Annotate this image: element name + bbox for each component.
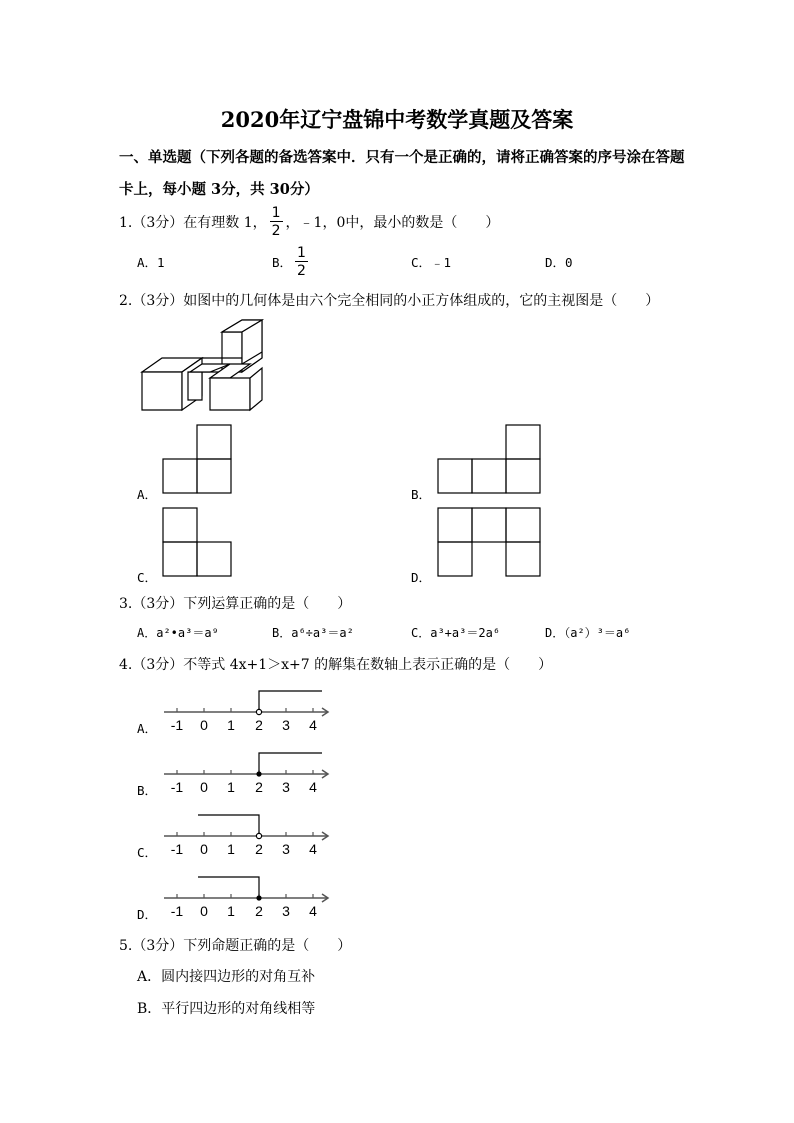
- q4-label-b: B．: [137, 783, 158, 798]
- q4-label-d: D．: [137, 907, 158, 922]
- q4-label-c: C．: [137, 845, 158, 860]
- option-text: ﹣1: [431, 255, 452, 270]
- option-letter: C．: [411, 255, 432, 270]
- tick-label: 2: [255, 841, 263, 857]
- cube-solid-figure: [136, 318, 276, 414]
- option-text: a³+a³＝2a⁶: [430, 626, 501, 640]
- tick-label: 4: [309, 841, 317, 857]
- question-4: 4.（3分）不等式 4x+1＞x+7 的解集在数轴上表示正确的是（ ）: [119, 657, 553, 673]
- q3-option-a: [137, 624, 219, 641]
- option-text: 圆内接四边形的对角互补: [161, 969, 316, 985]
- tick-label: 2: [255, 903, 263, 919]
- option-letter: D．: [545, 255, 566, 270]
- tick-label: 4: [309, 717, 317, 733]
- option-letter: B．: [137, 1001, 162, 1017]
- tick-label: 2: [255, 779, 263, 795]
- option-letter: A．: [137, 255, 158, 270]
- q3-option-d: [545, 624, 630, 641]
- question-1: [119, 204, 499, 240]
- tick-label: 0: [200, 717, 208, 733]
- tick-label: 3: [282, 903, 290, 919]
- tick-label: 4: [309, 903, 317, 919]
- q2-option-b-view: [437, 424, 543, 496]
- q4-number-line-b: [160, 748, 334, 796]
- tick-label: 1: [227, 779, 235, 795]
- q1-frac-den: 2: [271, 223, 281, 239]
- question-5: 5.（3分）下列命题正确的是（ ）: [119, 938, 352, 954]
- question-2: 2.（3分）如图中的几何体是由六个完全相同的小正方体组成的，它的主视图是（ ）: [119, 293, 660, 309]
- option-letter: A．: [137, 626, 157, 640]
- q2-label-d: D．: [411, 570, 432, 585]
- option-letter: B．: [272, 255, 293, 270]
- q4-number-line-d: [160, 872, 334, 920]
- page-title: 2020年辽宁盘锦中考数学真题及答案: [220, 107, 574, 132]
- option-text: 0: [565, 255, 573, 270]
- q2-option-a-view: [162, 424, 234, 496]
- section-header-line2: 卡上，每小题 3分，共 30分）: [119, 181, 319, 198]
- q5-option-a: [137, 966, 315, 986]
- q4-number-line-a: [160, 686, 334, 734]
- q1-frac-num: 1: [271, 205, 281, 221]
- q2-label-c: C．: [137, 570, 158, 585]
- q1-option-b: [272, 246, 311, 278]
- tick-label: 0: [200, 841, 208, 857]
- tick-label: 1: [227, 717, 235, 733]
- q1-option-b-fraction: [295, 246, 308, 278]
- tick-label: -1: [170, 903, 184, 919]
- tick-label: 1: [227, 841, 235, 857]
- tick-label: 3: [282, 779, 290, 795]
- q1-option-a: [137, 253, 165, 271]
- option-letter: D．: [545, 626, 565, 640]
- q4-number-line-c: [160, 810, 334, 858]
- option-letter: C．: [411, 626, 431, 640]
- option-text: 平行四边形的对角线相等: [161, 1001, 316, 1017]
- q1-fraction: [270, 206, 283, 238]
- q5-option-b: [137, 998, 315, 1018]
- tick-label: 4: [309, 779, 317, 795]
- tick-label: -1: [170, 717, 184, 733]
- tick-label: 1: [227, 903, 235, 919]
- option-text: a²•a³＝a⁹: [156, 626, 219, 640]
- q3-option-b: [272, 624, 354, 641]
- option-text: （a²）³＝a⁶: [564, 626, 631, 640]
- q2-label-a: A．: [137, 487, 158, 502]
- q1-prefix: 1.（3分）在有理数 1，: [119, 215, 267, 231]
- tick-label: 2: [255, 717, 263, 733]
- option-letter: B．: [272, 626, 292, 640]
- q2-label-b: B．: [411, 487, 432, 502]
- tick-label: 3: [282, 717, 290, 733]
- q1-option-d: [545, 253, 573, 271]
- tick-label: -1: [170, 779, 184, 795]
- tick-label: 0: [200, 779, 208, 795]
- q1-option-c: [411, 253, 451, 271]
- tick-label: 0: [200, 903, 208, 919]
- frac-num: 1: [297, 245, 306, 261]
- q1-suffix: ，﹣1，0中，最小的数是（ ）: [285, 215, 500, 231]
- option-text: a⁶÷a³＝a²: [291, 626, 354, 640]
- q4-label-a: A．: [137, 721, 158, 736]
- option-text: 1: [157, 255, 165, 270]
- tick-label: 3: [282, 841, 290, 857]
- q2-option-c-view: [162, 507, 234, 579]
- q2-option-d-view: [437, 507, 543, 579]
- q3-option-c: [411, 624, 500, 641]
- tick-label: -1: [170, 841, 184, 857]
- option-letter: A．: [137, 969, 162, 985]
- frac-den: 2: [297, 263, 306, 279]
- question-3: 3.（3分）下列运算正确的是（ ）: [119, 596, 352, 612]
- section-header-line1: 一、单选题（下列各题的备选答案中．只有一个是正确的，请将正确答案的序号涂在答题: [119, 149, 685, 166]
